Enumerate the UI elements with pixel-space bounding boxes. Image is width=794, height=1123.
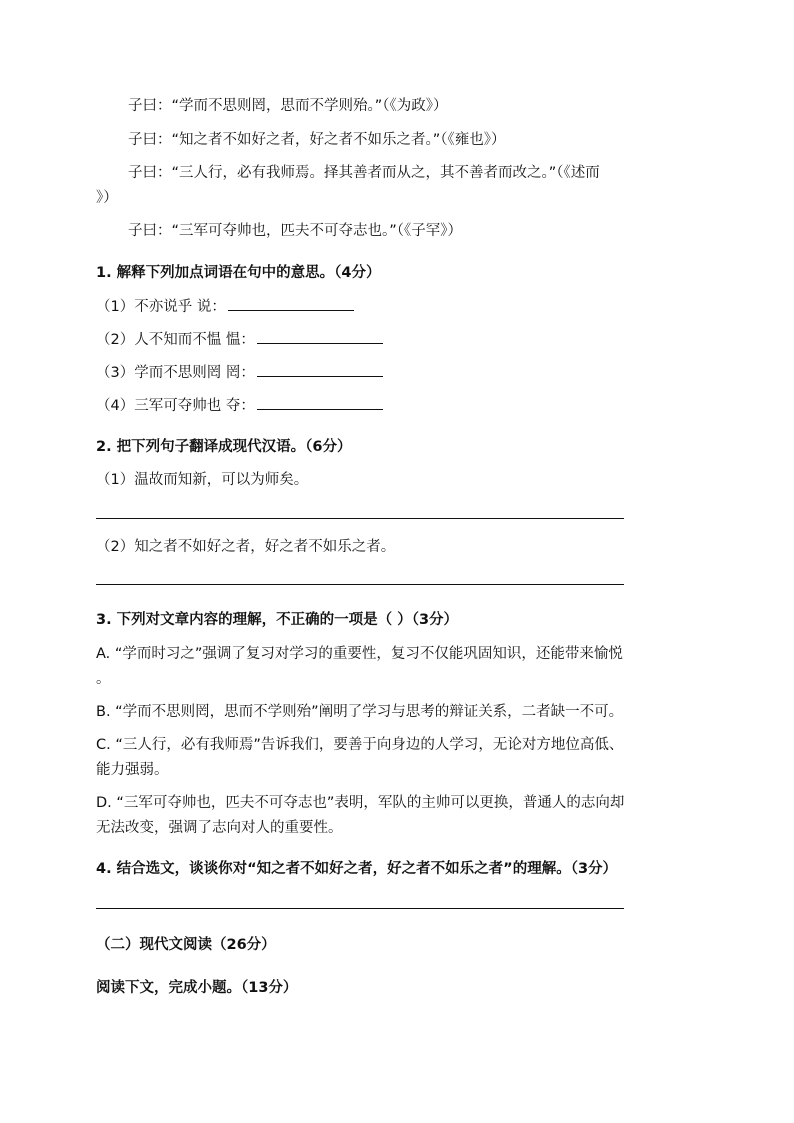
option-a: A. “学而时习之”强调了复习对学习的重要性，复习不仅能巩固知识，还能带来愉悦 <box>96 646 623 662</box>
quote-1: 子曰：“学而不思则罔，思而不学则殆。”（《为政》） <box>128 98 448 114</box>
answer-blank[interactable] <box>228 296 354 311</box>
quote-2: 子曰：“知之者不如好之者，好之者不如乐之者。”（《雍也》） <box>128 132 506 148</box>
question-1-item-4 <box>96 395 383 416</box>
question-2-item-1: （1）温故而知新，可以为师矣。 <box>96 472 309 488</box>
answer-line[interactable] <box>96 584 624 585</box>
answer-line[interactable] <box>96 518 624 519</box>
question-1-item-label: （4）三军可夺帅也 夺： <box>96 398 255 414</box>
option-d: D. “三军可夺帅也，匹夫不可夺志也”表明，军队的主帅可以更换，普通人的志向却 <box>96 795 625 811</box>
question-1-item-label: （3）学而不思则罔 罔： <box>96 365 255 381</box>
answer-blank[interactable] <box>257 395 383 410</box>
question-1-item-1 <box>96 296 354 317</box>
question-2-item-2: （2）知之者不如好之者，好之者不如乐之者。 <box>96 539 396 555</box>
answer-blank[interactable] <box>257 362 383 377</box>
section-2-instruction: 阅读下文，完成小题。（13分） <box>96 980 298 996</box>
question-1-item-label: （2）人不知而不愠 愠： <box>96 332 255 348</box>
answer-line[interactable] <box>96 908 624 909</box>
question-3-title: 3. 下列对文章内容的理解，不正确的一项是（ ）（3分） <box>96 612 459 628</box>
quote-4: 子曰：“三军可夺帅也，匹夫不可夺志也。”（《子罕》） <box>128 223 463 239</box>
question-2-title: 2. 把下列句子翻译成现代汉语。（6分） <box>96 439 352 455</box>
quote-3: 子曰：“三人行，必有我师焉。择其善者而从之，其不善者而改之。”（《述而 <box>128 165 600 181</box>
question-1-title: 1. 解释下列加点词语在句中的意思。（4分） <box>96 265 381 281</box>
option-b: B. “学而不思则罔，思而不学则殆”阐明了学习与思考的辩证关系，二者缺一不可。 <box>96 704 624 720</box>
option-d-continued: 无法改变，强调了志向对人的重要性。 <box>96 820 343 836</box>
option-c: C. “三人行，必有我师焉”告诉我们，要善于向身边的人学习，无论对方地位高低、 <box>96 737 624 753</box>
section-2-title: （二）现代文阅读（26分） <box>96 937 276 953</box>
quote-3-continued: 》） <box>96 190 118 206</box>
option-a-continued: 。 <box>96 671 111 687</box>
answer-blank[interactable] <box>257 329 383 344</box>
question-1-item-label: （1）不亦说乎 说： <box>96 299 226 315</box>
question-1-item-3 <box>96 362 383 383</box>
option-c-continued: 能力强弱。 <box>96 762 169 778</box>
question-4-title: 4. 结合选文，谈谈你对“知之者不如好之者，好之者不如乐之者”的理解。（3分） <box>96 861 618 877</box>
question-1-item-2 <box>96 329 383 350</box>
